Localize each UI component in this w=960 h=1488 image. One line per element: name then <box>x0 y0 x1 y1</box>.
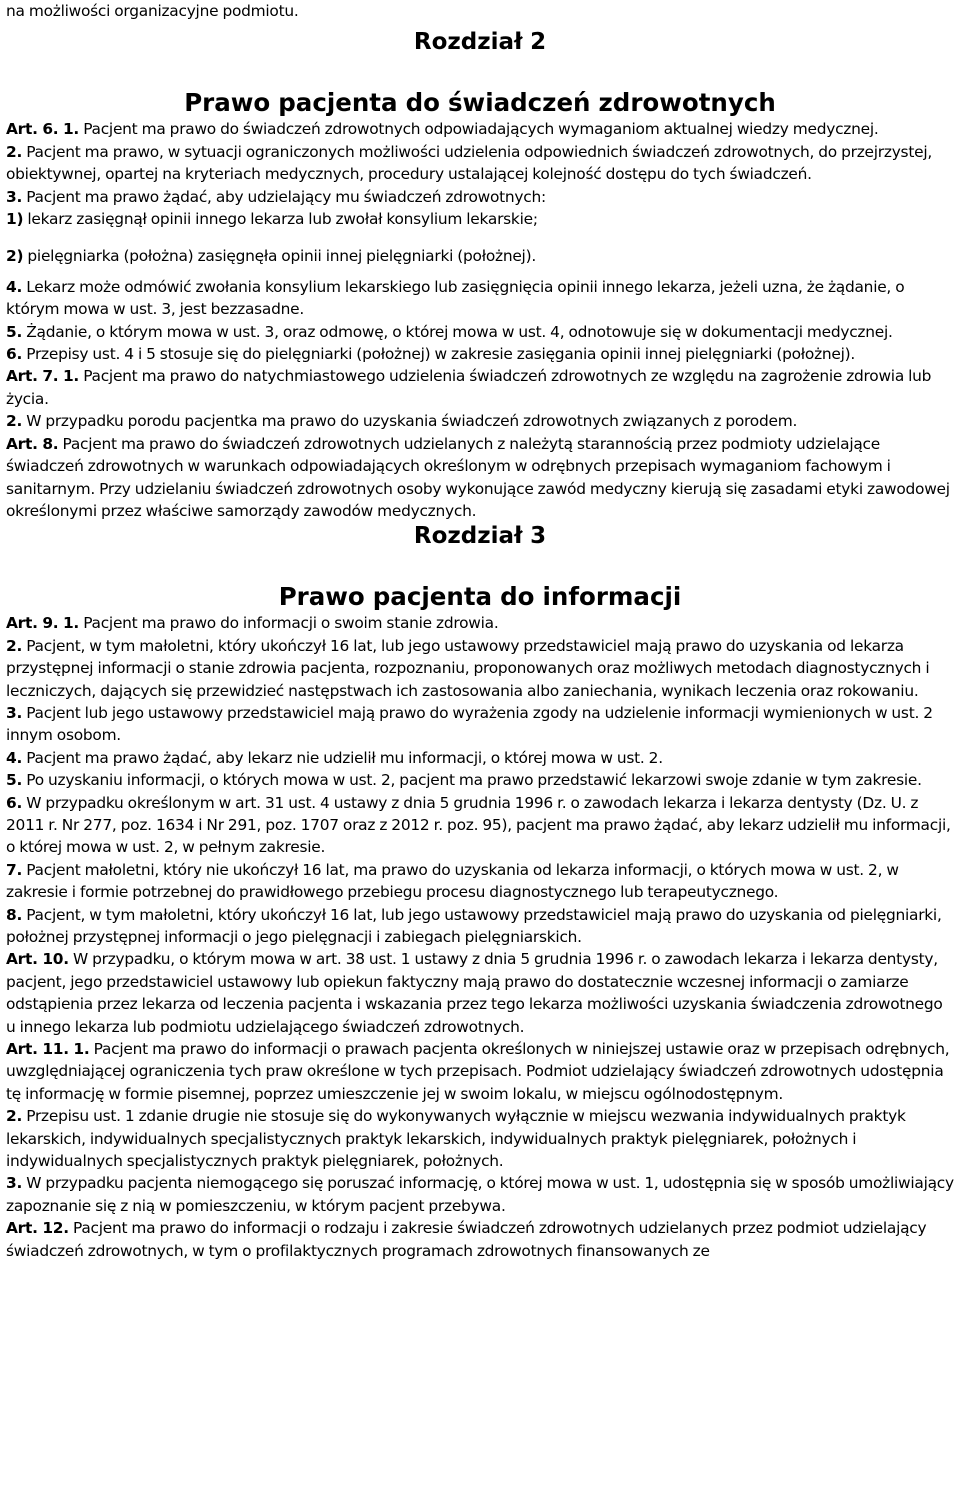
chapter-heading: Rozdział 2 <box>413 29 547 56</box>
paragraph-text: W przypadku, o którym mowa w art. 38 ust. 1 ustawy z dnia 5 grudnia 1996 r. o zawodach lekarza i lekarza dentysty, pacjent, jego przedstawiciel ustawowy lub opiekun faktyczny mają prawo do dostatecznie wczesnej informacji o zamiarze odstąpienia przez lekarza od leczenia pacjenta i wskazania przez tego lekarza możliwości uzyskania świadczenia zdrowotnego u innego lekarza lub podmiotu udzielającego świadczeń zdrowotnych. <box>6 950 943 1036</box>
paragraph <box>6 276 954 321</box>
paragraph-text: W przypadku porodu pacjentka ma prawo do uzyskania świadczeń zdrowotnych związanych z porodem. <box>26 412 798 431</box>
paragraph-text: Pacjent ma prawo do świadczeń zdrowotnych udzielanych z należytą starannością przez podmioty udzielające świadczeń zdrowotnych w warunkach odpowiadających określonym w odrębnych przepisach wymaganiom fachowym i sanitarnym. Przy udzielaniu świadczeń zdrowotnych osoby wykonujące zawód medyczny kierują się zasadami etyki zawodowej określonymi przez właściwe samorządy zawodów medycznych. <box>6 434 950 520</box>
paragraph-text: Pacjent ma prawo do informacji o rodzaju i zakresie świadczeń zdrowotnych udzielanych przez podmiot udzielający świadczeń zdrowotnych, w tym o profilaktycznych programach zdrowotnych finansowanych ze <box>6 1219 927 1260</box>
paragraph-number: 6. <box>6 345 23 364</box>
paragraph-text: Lekarz może odmówić zwołania konsylium lekarskiego lub zasięgnięcia opinii innego lekarza, jeżeli uzna, że żądanie, o którym mowa w ust. 3, jest bezzasadne. <box>6 277 905 319</box>
paragraph <box>6 245 954 267</box>
chapter-title: Prawo pacjenta do świadczeń zdrowotnych <box>184 88 776 118</box>
paragraph-number: 5. <box>6 771 23 790</box>
paragraph-text: Po uzyskaniu informacji, o których mowa w ust. 2, pacjent ma prawo przedstawić lekarzowi swoje zdanie w tym zakresie. <box>26 771 922 790</box>
paragraph <box>6 904 954 949</box>
paragraph <box>6 0 954 22</box>
paragraph-number: 2) <box>6 247 24 266</box>
paragraph-text: Pacjent, w tym małoletni, który ukończył 16 lat, lub jego ustawowy przedstawiciel mają prawo do uzyskania od lekarza przystępnej informacji o stanie zdrowia pacjenta, rozpoznaniu, proponowanych oraz możliwych metodach diagnostycznych i leczniczych, dających się przewidzieć następstwach ich zastosowania albo zaniechania, wynikach leczenia oraz rokowaniu. <box>6 636 930 700</box>
paragraph <box>6 1172 954 1217</box>
paragraph <box>6 635 954 702</box>
paragraph-number: Art. 11. 1. <box>6 1040 90 1059</box>
paragraph-number: 2. <box>6 1107 23 1126</box>
paragraph-text: Pacjent ma prawo żądać, aby udzielający mu świadczeń zdrowotnych: <box>26 187 546 206</box>
paragraph-number: 8. <box>6 905 23 924</box>
paragraph-text: Pacjent ma prawo żądać, aby lekarz nie udzielił mu informacji, o której mowa w ust. 2. <box>26 748 663 767</box>
paragraph-text: Żądanie, o którym mowa w ust. 3, oraz odmowę, o której mowa w ust. 4, odnotowuje się w dokumentacji medycznej. <box>26 322 893 341</box>
paragraph <box>6 410 954 432</box>
paragraph <box>6 118 954 140</box>
paragraph-number: Art. 7. 1. <box>6 367 80 386</box>
paragraph-text: W przypadku pacjenta niemogącego się poruszać informację, o której mowa w ust. 1, udostępnia się w sposób umożliwiający zapoznanie się z nią w pomieszczeniu, w którym pacjent przebywa. <box>6 1174 954 1215</box>
paragraph <box>6 859 954 904</box>
paragraph-number: Art. 10. <box>6 950 69 969</box>
paragraph-text: Pacjent ma prawo do informacji o swoim stanie zdrowia. <box>83 614 499 633</box>
paragraph-text: pielęgniarka (położna) zasięgnęła opinii innej pielęgniarki (położnej). <box>27 247 536 266</box>
chapter-heading: Rozdział 3 <box>413 523 547 550</box>
paragraph-number: 6. <box>6 793 23 812</box>
paragraph-text: Przepisu ust. 1 zdanie drugie nie stosuje się do wykonywanych wyłącznie w miejscu wezwania indywidualnych praktyk lekarskich, indywidualnych specjalistycznych praktyk lekarskich, indywidualnych praktyk pielęgniarek, położnych i indywidualnych specjalistycznych praktyk pielęgniarek, położnych. <box>6 1107 906 1171</box>
paragraph-number: 3. <box>6 187 23 206</box>
paragraph-number: Art. 9. 1. <box>6 614 80 633</box>
paragraph <box>6 1105 954 1172</box>
paragraph <box>6 769 954 791</box>
paragraph-text: Pacjent ma prawo do informacji o prawach pacjenta określonych w niniejszej ustawie oraz w przepisach odrębnych, uwzględniającej ograniczenia tych praw określone w tych przepisach. Podmiot udzielający świadczeń zdrowotnych udostępnia tę informację w formie pisemnej, poprzez umieszczenie jej w swoim lokalu, w miejscu ogólnodostępnym. <box>6 1040 950 1103</box>
paragraph-number: 5. <box>6 322 23 341</box>
paragraph-number: 3. <box>6 703 23 722</box>
paragraph-text: Pacjent ma prawo, w sytuacji ograniczonych możliwości udzielenia odpowiednich świadczeń zdrowotnych, do przejrzystej, obiektywnej, opartej na kryteriach medycznych, procedury ustalającej kolejność dostępu do tych świadczeń. <box>6 142 932 184</box>
paragraph <box>6 433 954 523</box>
paragraph <box>6 321 954 343</box>
paragraph <box>6 1038 954 1105</box>
paragraph <box>6 702 954 747</box>
paragraph-text: Pacjent lub jego ustawowy przedstawiciel mają prawo do wyrażenia zgody na udzielenie informacji wymienionych w ust. 2 innym osobom. <box>6 703 933 745</box>
paragraph-number: 3. <box>6 1174 23 1193</box>
paragraph-text: lekarz zasięgnął opinii innego lekarza lub zwołał konsylium lekarskie; <box>27 210 538 229</box>
chapter-title: Prawo pacjenta do informacji <box>278 582 682 612</box>
paragraph-number: Art. 6. 1. <box>6 120 80 139</box>
paragraph <box>6 343 954 365</box>
paragraph <box>6 948 954 1038</box>
paragraph-text: Pacjent małoletni, który nie ukończył 16 lat, ma prawo do uzyskania od lekarza informacji, o których mowa w ust. 2, w zakresie i formie potrzebnej do prawidłowego przebiegu procesu diagnostycznego lub terapeutycznego. <box>6 860 899 902</box>
paragraph <box>6 612 954 634</box>
paragraph-number: 1) <box>6 210 24 229</box>
paragraph-number: 7. <box>6 860 23 879</box>
paragraph <box>6 141 954 186</box>
paragraph-text: Pacjent, w tym małoletni, który ukończył 16 lat, lub jego ustawowy przedstawiciel mają prawo do uzyskania od pielęgniarki, położnej przystępnej informacji o jego pielęgnacji i zabiegach pielęgniarskich. <box>6 905 942 946</box>
paragraph-number: 2. <box>6 412 23 431</box>
paragraph-number: 2. <box>6 142 23 161</box>
paragraph-number: Art. 8. <box>6 434 59 453</box>
paragraph <box>6 792 954 859</box>
paragraph-text: W przypadku określonym w art. 31 ust. 4 ustawy z dnia 5 grudnia 1996 r. o zawodach lekarza i lekarza dentysty (Dz. U. z 2011 r. Nr 277, poz. 1634 i Nr 291, poz. 1707 oraz z 2012 r. poz. 95), pacjent ma prawo żądać, aby lekarz udzielił mu informacji, o której mowa w ust. 2, w pełnym zakresie. <box>6 793 951 857</box>
paragraph <box>6 208 954 230</box>
paragraph-text: Przepisy ust. 4 i 5 stosuje się do pielęgniarki (położnej) w zakresie zasięgania opinii innej pielęgniarki (położnej). <box>26 345 856 364</box>
paragraph-number: 4. <box>6 748 23 767</box>
paragraph-text: Pacjent ma prawo do natychmiastowego udzielenia świadczeń zdrowotnych ze względu na zagrożenie zdrowia lub życia. <box>6 367 932 408</box>
paragraph <box>6 365 954 410</box>
paragraph <box>6 186 954 208</box>
paragraph-number: 2. <box>6 636 23 655</box>
paragraph <box>6 747 954 769</box>
paragraph-text: na możliwości organizacyjne podmiotu. <box>6 2 299 20</box>
paragraph-number: Art. 12. <box>6 1219 69 1238</box>
paragraph <box>6 1217 954 1262</box>
paragraph-text: Pacjent ma prawo do świadczeń zdrowotnych odpowiadających wymaganiom aktualnej wiedzy medycznej. <box>83 120 879 139</box>
paragraph-number: 4. <box>6 277 23 296</box>
